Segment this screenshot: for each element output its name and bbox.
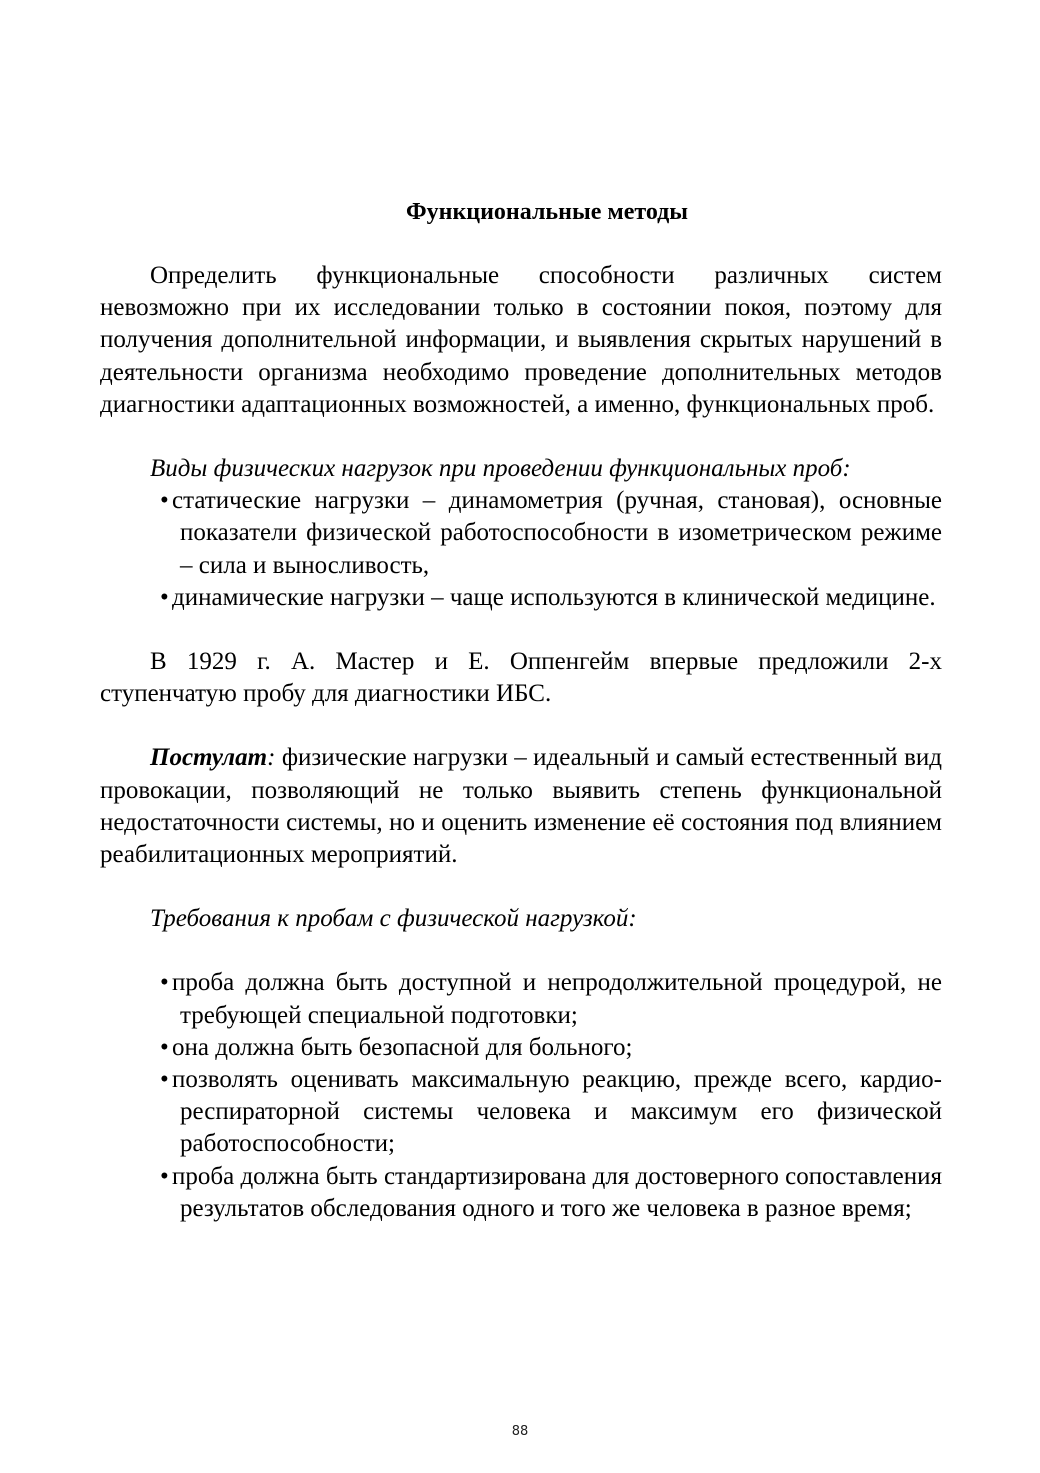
list-item-text: проба должна быть доступной и непродолжительной процедурой, не требующей специальной подготовки; (172, 969, 942, 1029)
bullet-icon: • (160, 1162, 169, 1190)
bullet-icon: • (160, 969, 169, 997)
document-page (100, 196, 942, 1225)
postulate-paragraph (100, 742, 942, 871)
page-title: Функциональные методы (406, 199, 688, 225)
list-item (150, 485, 942, 582)
list-item-text: статические нагрузки – динамометрия (ручная, становая), основные показатели физической работоспособности в изометрическом режиме – сила и выносливость, (172, 487, 942, 579)
bullet-icon: • (160, 487, 169, 515)
list-item (150, 1064, 942, 1161)
spacer (100, 871, 942, 903)
load-types-list (100, 485, 942, 614)
spacer (100, 935, 942, 967)
postulate-colon: : (267, 744, 276, 772)
bullet-icon: • (160, 583, 169, 611)
list-item (150, 1032, 942, 1064)
history-paragraph: В 1929 г. А. Мастер и Е. Оппенгейм впервые предложили 2-х ступенчатую пробу для диагностики ИБС. (100, 648, 942, 708)
requirements-heading: Требования к пробам с физической нагрузкой: (150, 905, 637, 933)
list-item (150, 967, 942, 1031)
postulate-text: физические нагрузки – идеальный и самый естественный вид провокации, позволяющий не только выявить степень функциональной недостаточности системы, но и оценить изменение её состояния под влиянием реабилитационных мероприятий. (100, 744, 942, 869)
list-item (150, 1161, 942, 1225)
spacer (100, 710, 942, 742)
requirements-list (100, 967, 942, 1225)
list-item-text: позволять оценивать максимальную реакцию, прежде всего, кардио-респираторной системы человека и максимум его физической работоспособности; (172, 1066, 942, 1158)
list-item-text: она должна быть безопасной для больного; (172, 1033, 633, 1061)
intro-paragraph: Определить функциональные способности различных систем невозможно при их исследовании только в состоянии покоя, поэтому для получения дополнительной информации, и выявления скрытых нарушений в деятельности организма необходимо проведение дополнительных методов диагностики адаптационных возможностей, а именно, функциональных проб. (100, 262, 942, 418)
spacer (100, 614, 942, 646)
page-number: 88 (511, 1424, 529, 1439)
bullet-icon: • (160, 1066, 169, 1094)
list-item-text: динамические нагрузки – чаще используются в клинической медицине. (172, 583, 936, 611)
load-types-heading: Виды физических нагрузок при проведении функциональных проб: (150, 455, 851, 483)
spacer (100, 421, 942, 453)
postulate-label: Постулат (150, 744, 268, 772)
list-item-text: проба должна быть стандартизирована для достоверного сопоставления результатов обследования одного и того же человека в разное время; (172, 1162, 942, 1222)
bullet-icon: • (160, 1033, 169, 1061)
list-item (150, 582, 942, 614)
